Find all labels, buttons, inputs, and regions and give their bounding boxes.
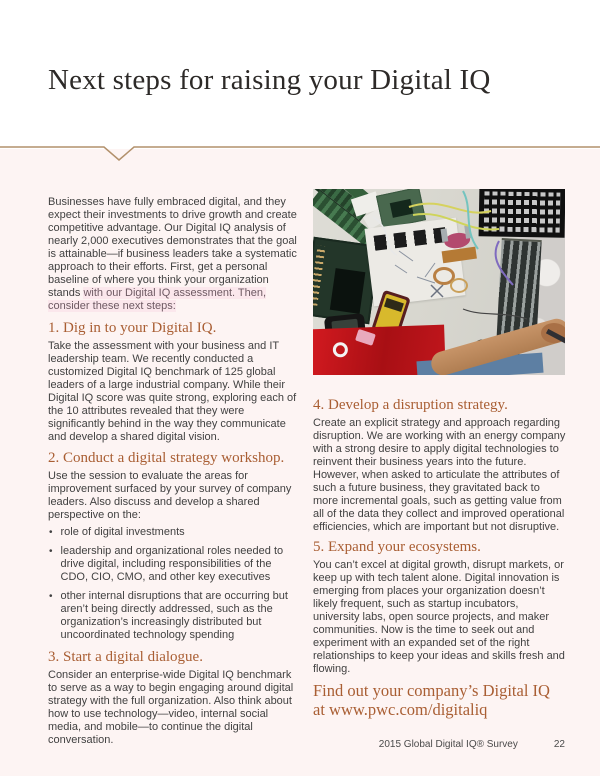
page-footer xyxy=(379,739,565,750)
page-title: Next steps for raising your Digital IQ xyxy=(48,64,491,96)
cta-block xyxy=(313,681,566,719)
left-column xyxy=(48,193,301,747)
section-3-heading: 3. Start a digital dialogue. xyxy=(48,649,203,665)
section-1-body: Take the assessment with your business and IT leadership team. We recently conducted a customized Digital IQ benchmark of 125 global leaders of a large industrial company. While their Digital IQ score was quite strong, exploring each of the 10 attributes revealed that they were significantly behind in the way they communicate and develop a shared digital vision. xyxy=(48,340,297,443)
section-divider xyxy=(0,139,600,163)
section-5-body: You can’t excel at digital growth, disrupt markets, or keep up with tech talent alone. Digital innovation is emerging from places your organization doesn’t likely frequent, such as startup incubators, university labs, open source projects, and maker communities. Now is the time to seek out and experiment with an expanded set of the right relationships to keep your ideas and skills fresh and flowing. xyxy=(313,559,565,675)
intro-lead-text: Businesses have fully embraced digital, and they expect their investments to drive growth and create competitive advantage. Our Digital IQ analysis of nearly 2,000 executives demonstrates that the goal is attainable—if business leaders take a systematic approach to their efforts. First, get a personal baseline of where you think your organization stands xyxy=(48,196,297,299)
divider-chevron-line xyxy=(0,147,600,160)
workbench-photo xyxy=(313,189,565,375)
bullet-icon: • xyxy=(49,546,53,557)
bullet-text: leadership and organizational roles needed to drive digital, including responsibilities of the CDO, CIO, CMO, and other key executives xyxy=(60,545,284,583)
section-5-heading: 5. Expand your ecosystems. xyxy=(313,539,481,555)
bullet-text: role of digital investments xyxy=(60,526,185,538)
bullet-icon: • xyxy=(49,591,53,602)
footer-page-number: 22 xyxy=(553,739,565,750)
footer-survey-label: 2015 Global Digital IQ® Survey xyxy=(378,739,518,750)
section-2-body: Use the session to evaluate the areas for improvement surfaced by your survey of company leaders. Also discuss and develop a shared perspective on the: xyxy=(48,470,292,521)
section-3-body: Consider an enterprise-wide Digital IQ benchmark to serve as a way to begin engaging around digital strategy with the full organization. Also think about how to use technology—video, internal social media, and mobile—to continue the digital conversation. xyxy=(48,669,294,746)
section-2-heading: 2. Conduct a digital strategy workshop. xyxy=(48,450,285,466)
section-1-heading: 1. Dig in to your Digital IQ. xyxy=(48,320,217,336)
intro-paragraph xyxy=(48,196,301,313)
section-4-heading: 4. Develop a disruption strategy. xyxy=(313,397,508,413)
photo-wires xyxy=(313,189,565,375)
workshop-bullet-list xyxy=(48,526,301,642)
cta-link-url[interactable]: at www.pwc.com/digitaliq xyxy=(313,700,488,719)
list-item xyxy=(48,590,301,642)
right-column xyxy=(313,189,566,719)
intro-highlighted-text: with our Digital IQ assessment. Then, consider these next steps: xyxy=(48,287,267,312)
list-item xyxy=(48,526,301,539)
bullet-icon: • xyxy=(49,527,53,538)
cta-line-1: Find out your company’s Digital IQ xyxy=(313,681,550,700)
bullet-text: other internal disruptions that are occurring but aren’t being directly addressed, such as the organization’s increasingly distributed but uncoordinated technology spending xyxy=(60,590,288,641)
section-4-body: Create an explicit strategy and approach regarding disruption. We are working with an energy company with a strong desire to apply digital technologies to reinvent their business years into the future. However, when asked to articulate the attributes of such a future business, they gravitated back to more incremental goals, such as getting value from all of the data they collect and improved operational efficiencies, which are important but not disruptive. xyxy=(313,417,566,533)
list-item xyxy=(48,545,301,584)
